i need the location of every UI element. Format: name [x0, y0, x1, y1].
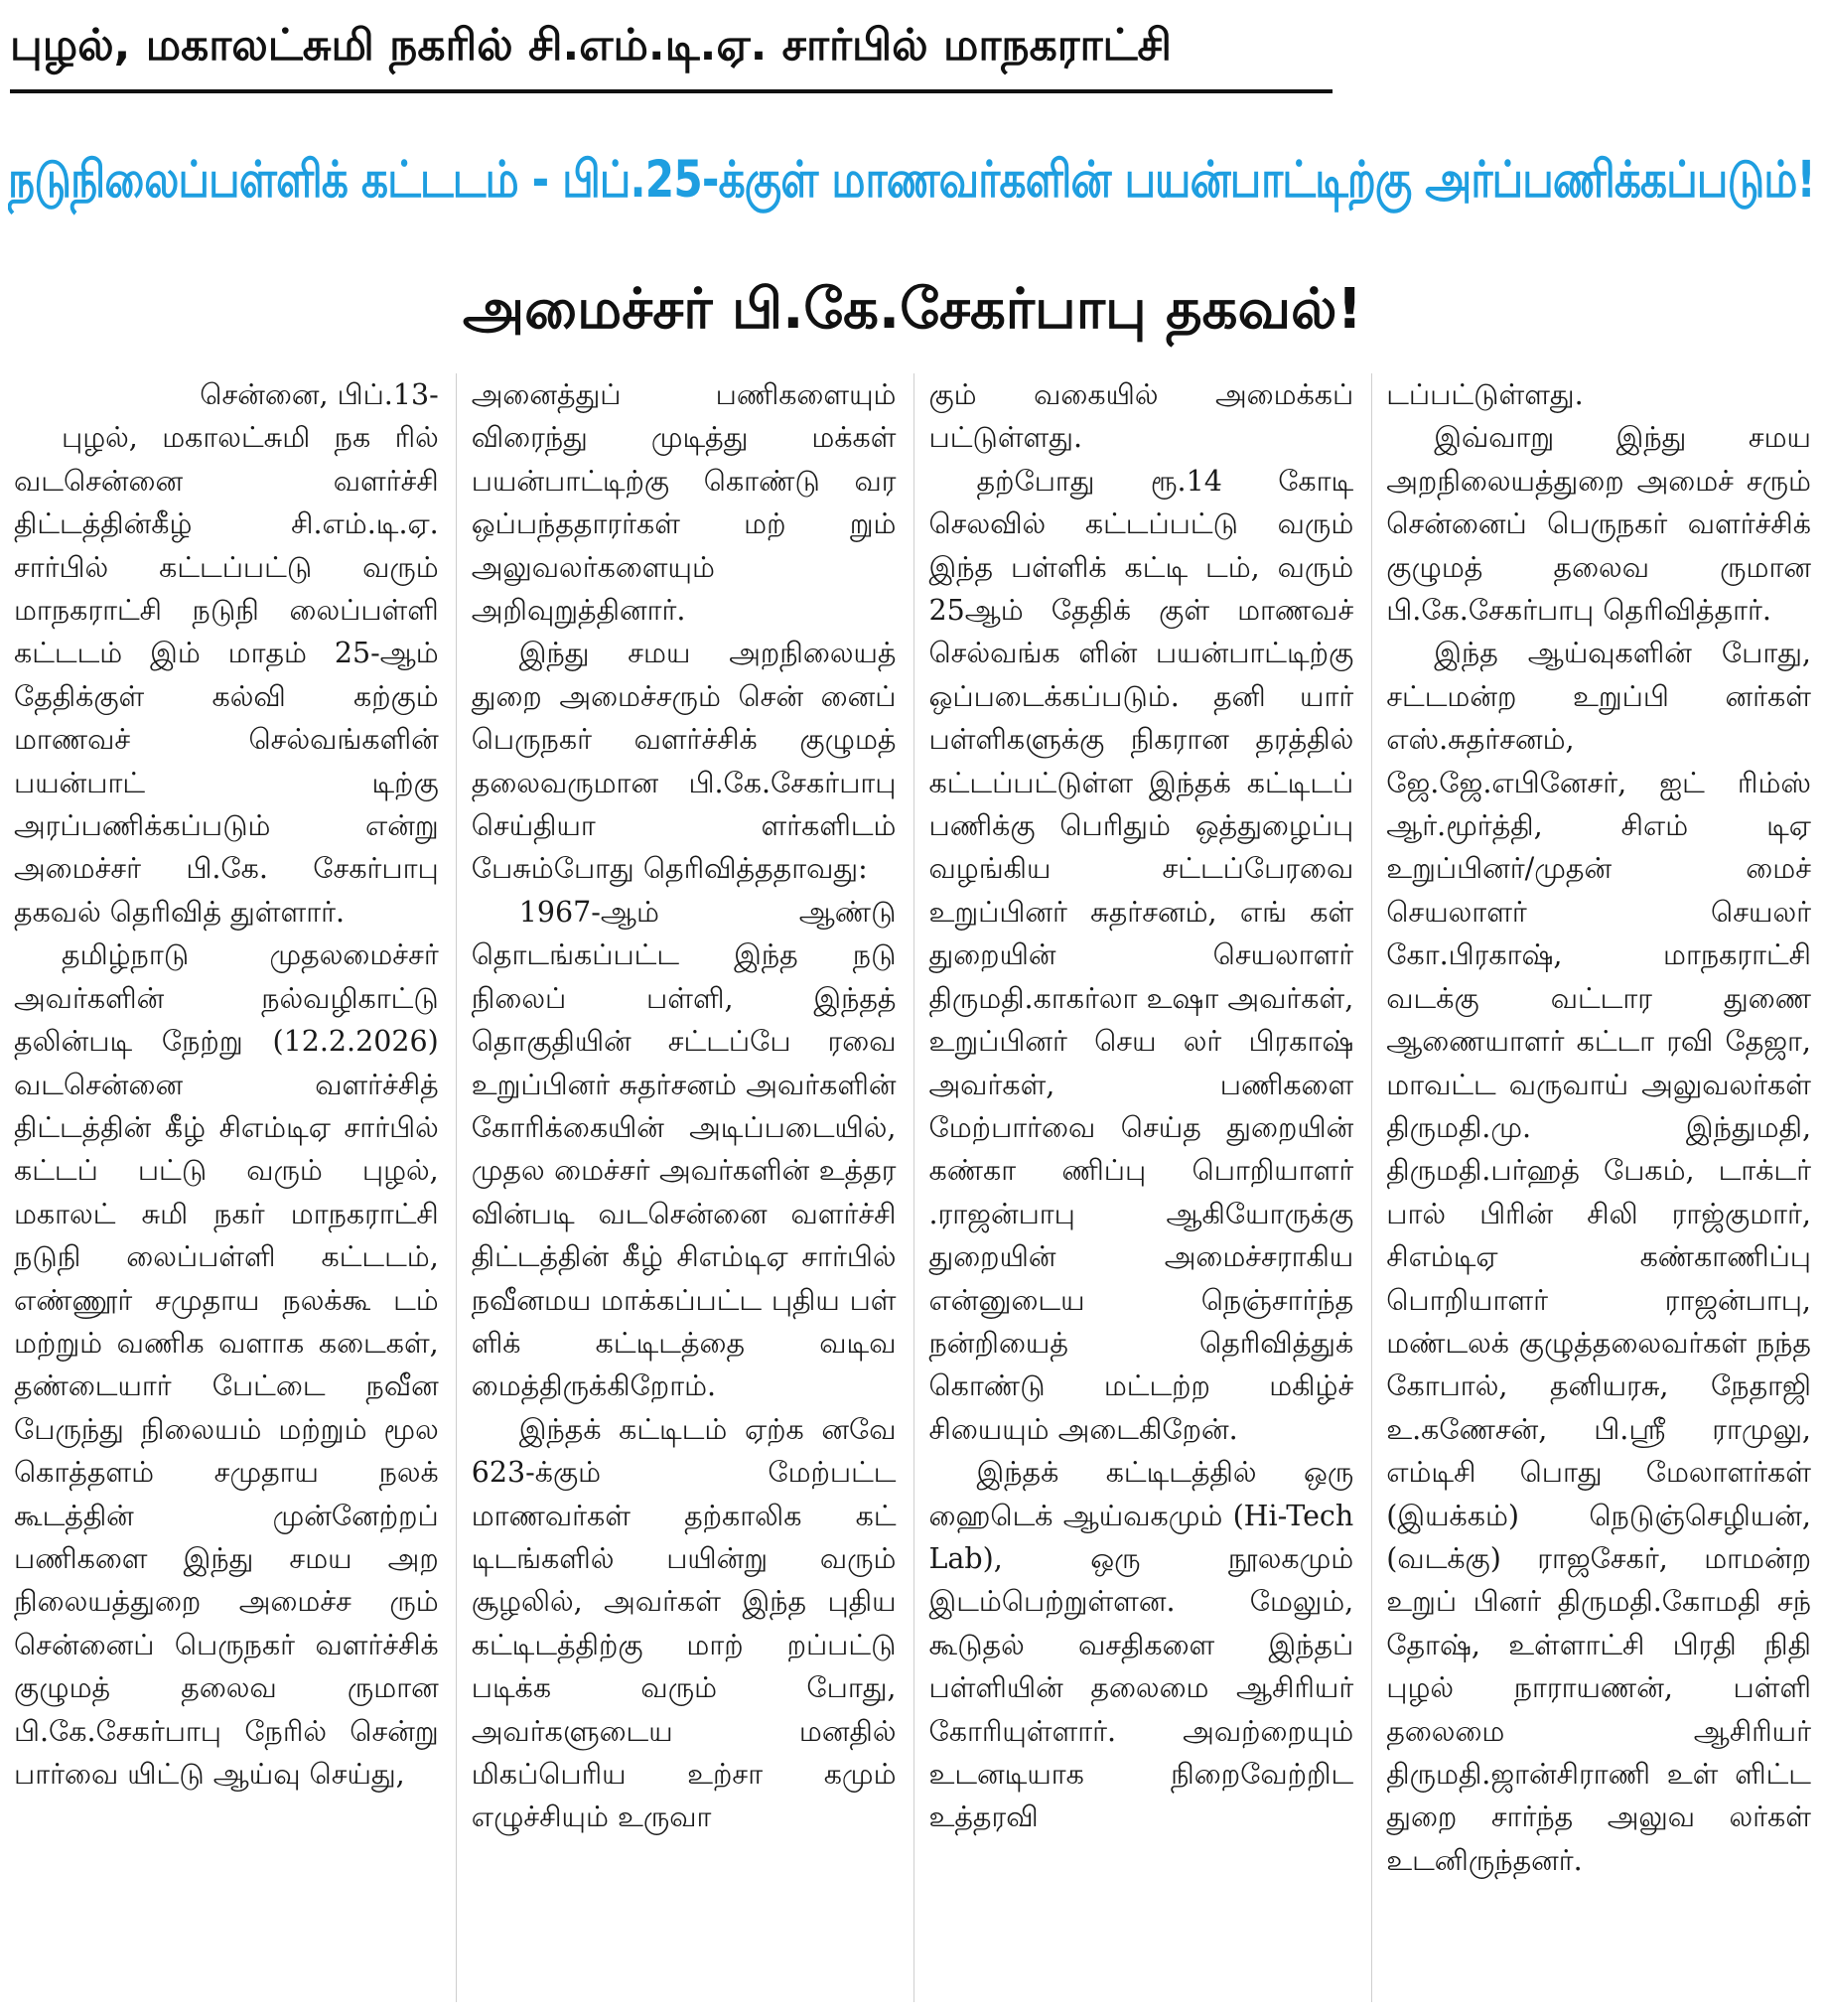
kicker-headline: புழல், மகாலட்சுமி நகரில் சி.எம்.டி.ஏ. சார்பில் மாநகராட்சி	[10, 20, 1172, 71]
article-column-3	[923, 373, 1360, 2002]
paragraph: இவ்வாறு இந்து சமய அறநிலையத்துறை அமைச் சரும் சென்னைப் பெருநகர் வளர்ச்சிக் குழுமத் தலைவ ருமான பி.கே.சேகர்பாபு தெரிவித்தார்.	[1386, 421, 1811, 628]
article-column-2	[466, 373, 903, 2002]
main-headline: நடுநிலைப்பள்ளிக் கட்டடம் - பிப்.25-க்குள் மாணவர்களின் பயன்பாட்டிற்கு அர்ப்பணிக்கப்படும்!	[8, 151, 1815, 210]
article-body	[8, 373, 1817, 2002]
dateline: சென்னை, பிப்.13-	[200, 378, 439, 411]
paragraph: இந்த ஆய்வுகளின் போது, சட்டமன்ற உறுப்பி னர்கள் எஸ்.சுதர்சனம், ஜே.ஜே.எபினேசர், ஐட் ரிம்ஸ் ஆர்.மூர்த்தி, சிஎம் டிஏ உறுப்பினர்/முதன் மைச் செயலாளர் செயலர் கோ.பிரகாஷ், மாநகராட்சி வடக்கு வட்டார துணை ஆணையாளர் கட்டா ரவி தேஜா, மாவட்ட வருவாய் அலுவலர்கள் திருமதி.மு. இந்துமதி, திருமதி.பர்ஹத் பேகம், டாக்டர் பால் பிரின் சிலி ராஜ்குமார், சிஎம்டிஏ கண்காணிப்பு பொறியாளர் ராஜன்பாபு, மண்டலக் குழுத்தலைவர்கள் நந்த கோபால், தனியரசு, நேதாஜி உ.கணேசன், பி.ஸ்ரீ ராமுலு, எம்டிசி பொது மேலாளர்கள் (இயக்கம்) நெடுஞ்செழியன், (வடக்கு) ராஜசேகர், மாமன்ற உறுப் பினர் திருமதி.கோமதி சந் தோஷ், உள்ளாட்சி பிரதி நிதி புழல் நாராயணன், பள்ளி தலைமை ஆசிரியர் திருமதி.ஜான்சிராணி உள் ளிட்ட துறை சார்ந்த அலுவ லர்கள் உடனிருந்தனர்.	[1386, 637, 1811, 1877]
paragraph: இந்தக் கட்டிடத்தில் ஒரு ஹைடெக் ஆய்வகமும் (Hi-Tech Lab), ஒரு நூலகமும் இடம்பெற்றுள்ளன. மேலும், கூடுதல் வசதிகளை இந்தப் பள்ளியின் தலைமை ஆசிரியர் கோரியுள்ளார். அவற்றையும் உடனடியாக நிறைவேற்றிட உத்தரவி	[928, 1456, 1354, 1834]
paragraph: அனைத்துப் பணிகளையும் விரைந்து முடித்து மக்கள் பயன்பாட்டிற்கு கொண்டு வர ஒப்பந்ததாரர்கள் மற் றும் அலுவலர்களையும் அறிவுறுத்தினார்.	[471, 378, 897, 628]
paragraph: இந்தக் கட்டிடம் ஏற்க னவே 623-க்கும் மேற்பட்ட மாணவர்கள் தற்காலிக கட் டிடங்களில் பயின்று வரும் சூழலில், அவர்கள் இந்த புதிய கட்டிடத்திற்கு மாற் றப்பட்டு படிக்க வரும் போது, அவர்களுடைய மனதில் மிகப்பெரிய உற்சா கமும் எழுச்சியும் உருவா	[471, 1412, 897, 1834]
paragraph: டப்பட்டுள்ளது.	[1386, 378, 1584, 411]
sub-headline: அமைச்சர் பி.கே.சேகர்பாபு தகவல்!	[462, 277, 1363, 342]
kicker-underline	[10, 89, 1333, 93]
paragraph: தமிழ்நாடு முதலமைச்சர் அவர்களின் நல்வழிகாட்டு தலின்படி நேற்று (12.2.2026) வடசென்னை வளர்ச்சித் திட்டத்தின் கீழ் சிஎம்டிஏ சார்பில் கட்டப் பட்டு வரும் புழல், மகாலட் சுமி நகர் மாநகராட்சி நடுநி லைப்பள்ளி கட்டடம், எண்ணூர் சமுதாய நலக்கூ டம் மற்றும் வணிக வளாக கடைகள், தண்டையார் பேட்டை நவீன பேருந்து நிலையம் மற்றும் மூல கொத்தளம் சமுதாய நலக் கூடத்தின் முன்னேற்றப் பணிகளை இந்து சமய அற நிலையத்துறை அமைச்ச ரும் சென்னைப் பெருநகர் வளர்ச்சிக் குழுமத் தலைவ ருமான பி.கே.சேகர்பாபு நேரில் சென்று பார்வை யிட்டு ஆய்வு செய்து,	[14, 938, 439, 1791]
article-column-1	[8, 373, 445, 2002]
paragraph: கும் வகையில் அமைக்கப் பட்டுள்ளது.	[928, 378, 1354, 455]
paragraph: தற்போது ரூ.14 கோடி செலவில் கட்டப்பட்டு வரும் இந்த பள்ளிக் கட்டி டம், வரும் 25ஆம் தேதிக் குள் மாணவச் செல்வங்க ளின் பயன்பாட்டிற்கு ஒப்படைக்கப்படும். தனி யார் பள்ளிகளுக்கு நிகரான தரத்தில் கட்டப்பட்டுள்ள இந்தக் கட்டிடப் பணிக்கு பெரிதும் ஒத்துழைப்பு வழங்கிய சட்டப்பேரவை உறுப்பினர் சுதர்சனம், எங் கள் துறையின் செயலாளர் திருமதி.காகர்லா உஷா அவர்கள், உறுப்பினர் செய லர் பிரகாஷ் அவர்கள், பணிகளை மேற்பார்வை செய்த துறையின் கண்கா ணிப்பு பொறியாளர் .ராஜன்பாபு ஆகியோருக்கு துறையின் அமைச்சராகிய என்னுடைய நெஞ்சார்ந்த நன்றியைத் தெரிவித்துக் கொண்டு மட்டற்ற மகிழ்ச் சியையும் அடைகிறேன்.	[928, 464, 1354, 1446]
article-column-4	[1380, 373, 1817, 2002]
paragraph: புழல், மகாலட்சுமி நக ரில் வடசென்னை வளர்ச்சி திட்டத்தின்கீழ் சி.எம்.டி.ஏ. சார்பில் கட்டப்பட்டு வரும் மாநகராட்சி நடுநி லைப்பள்ளி கட்டடம் இம் மாதம் 25-ஆம் தேதிக்குள் கல்வி கற்கும் மாணவச் செல்வங்களின் பயன்பாட் டிற்கு அரப்பணிக்கப்படும் என்று அமைச்சர் பி.கே. சேகர்பாபு தகவல் தெரிவித் துள்ளார்.	[14, 421, 439, 929]
paragraph: 1967-ஆம் ஆண்டு தொடங்கப்பட்ட இந்த நடு நிலைப் பள்ளி, இந்தத் தொகுதியின் சட்டப்பே ரவை உறுப்பினர் சுதர்சனம் அவர்களின் கோரிக்கையின் அடிப்படையில், முதல மைச்சர் அவர்களின் உத்தர வின்படி வடசென்னை வளர்ச்சி திட்டத்தின் கீழ் சிஎம்டிஏ சார்பில் நவீனமய மாக்கப்பட்ட புதிய பள் ளிக் கட்டிடத்தை வடிவ மைத்திருக்கிறோம்.	[471, 895, 897, 1403]
paragraph: இந்து சமய அறநிலையத் துறை அமைச்சரும் சென் னைப் பெருநகர் வளர்ச்சிக் குழுமத் தலைவருமான பி.கே.சேகர்பாபு செய்தியா ளர்களிடம் பேசும்போது தெரிவித்ததாவது:	[471, 637, 897, 886]
